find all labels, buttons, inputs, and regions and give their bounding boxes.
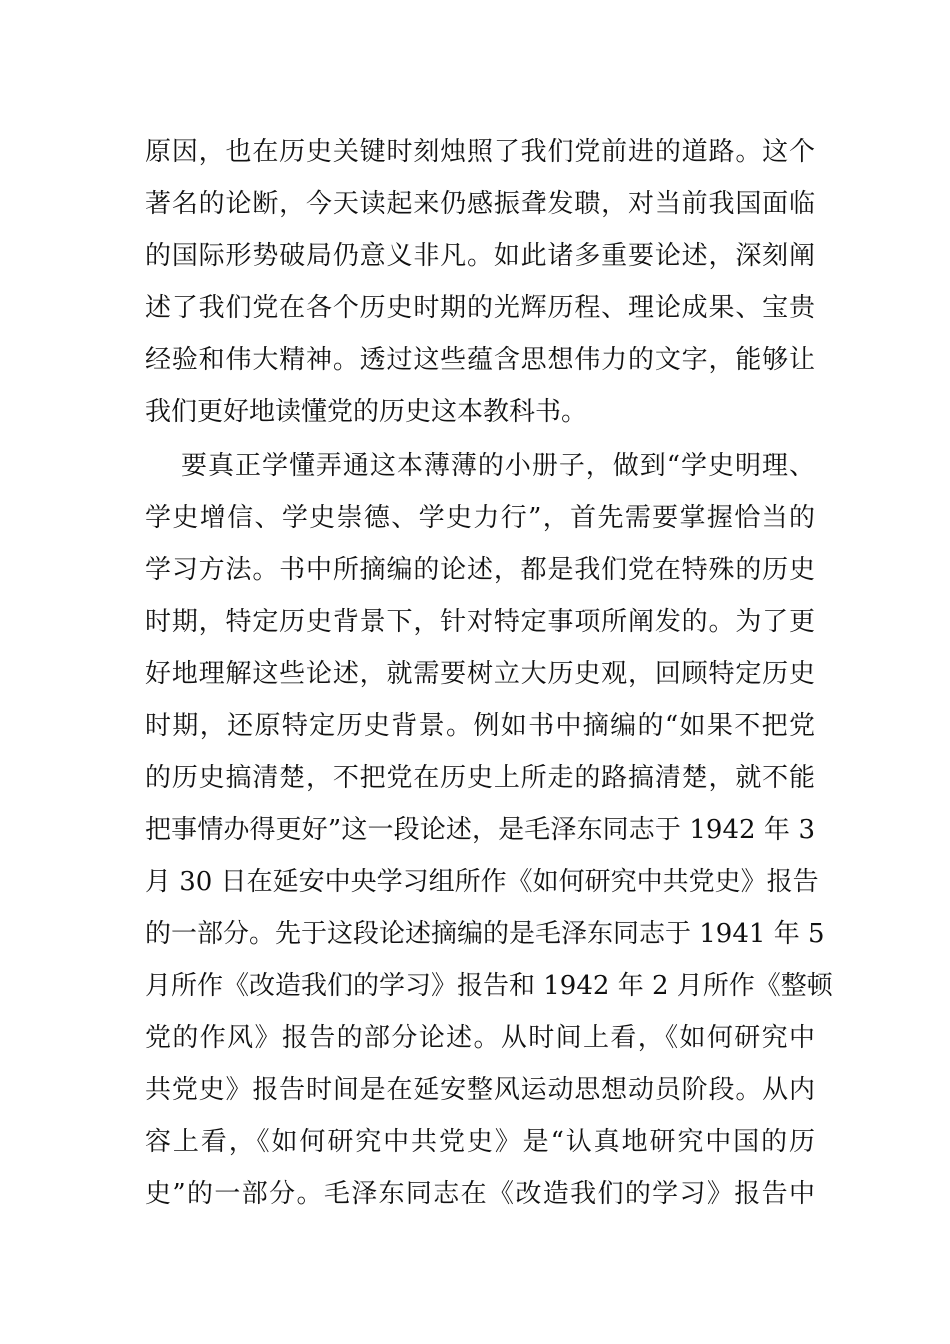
paragraph-line: 我们更好地读懂党的历史这本教科书。 xyxy=(145,397,588,427)
paragraph-line: 共党史》报告时间是在延安整风运动思想动员阶段。从内 xyxy=(145,1075,815,1105)
paragraph-line: 述了我们党在各个历史时期的光辉历程、理论成果、宝贵 xyxy=(145,293,815,323)
paragraph-line: 史”的一部分。毛泽东同志在《改造我们的学习》报告中 xyxy=(145,1179,815,1209)
paragraph-line: 月所作《改造我们的学习》报告和 1942 年 2 月所作《整顿 xyxy=(145,971,833,1001)
paragraph-line: 月 30 日在延安中央学习组所作《如何研究中共党史》报告 xyxy=(145,867,819,897)
paragraph-line: 要真正学懂弄通这本薄薄的小册子，做到“学史明理、 xyxy=(181,451,815,481)
paragraph-line: 原因，也在历史关键时刻烛照了我们党前进的道路。这个 xyxy=(145,137,815,167)
paragraph-line: 学史增信、学史崇德、学史力行”，首先需要掌握恰当的 xyxy=(145,503,815,533)
paragraph-line: 的国际形势破局仍意义非凡。如此诸多重要论述，深刻阐 xyxy=(145,241,815,271)
paragraph-1 xyxy=(145,126,815,438)
paragraph-line: 时期，还原特定历史背景。例如书中摘编的“如果不把党 xyxy=(145,711,815,741)
paragraph-line: 著名的论断，今天读起来仍感振聋发聩，对当前我国面临 xyxy=(145,189,815,219)
paragraph-line: 时期，特定历史背景下，针对特定事项所阐发的。为了更 xyxy=(145,607,815,637)
paragraph-line: 把事情办得更好”这一段论述，是毛泽东同志于 1942 年 3 xyxy=(145,815,815,845)
paragraph-line: 好地理解这些论述，就需要树立大历史观，回顾特定历史 xyxy=(145,659,815,689)
paragraph-line: 的一部分。先于这段论述摘编的是毛泽东同志于 1941 年 5 xyxy=(145,919,825,949)
paragraph-line: 容上看，《如何研究中共党史》是“认真地研究中国的历 xyxy=(145,1127,815,1157)
paragraph-line: 经验和伟大精神。透过这些蕴含思想伟力的文字，能够让 xyxy=(145,345,815,375)
paragraph-line: 的历史搞清楚，不把党在历史上所走的路搞清楚，就不能 xyxy=(145,763,815,793)
paragraph-line: 党的作风》报告的部分论述。从时间上看，《如何研究中 xyxy=(145,1023,815,1053)
paragraph-2 xyxy=(145,440,833,1220)
paragraph-line: 学习方法。书中所摘编的论述，都是我们党在特殊的历史 xyxy=(145,555,815,585)
